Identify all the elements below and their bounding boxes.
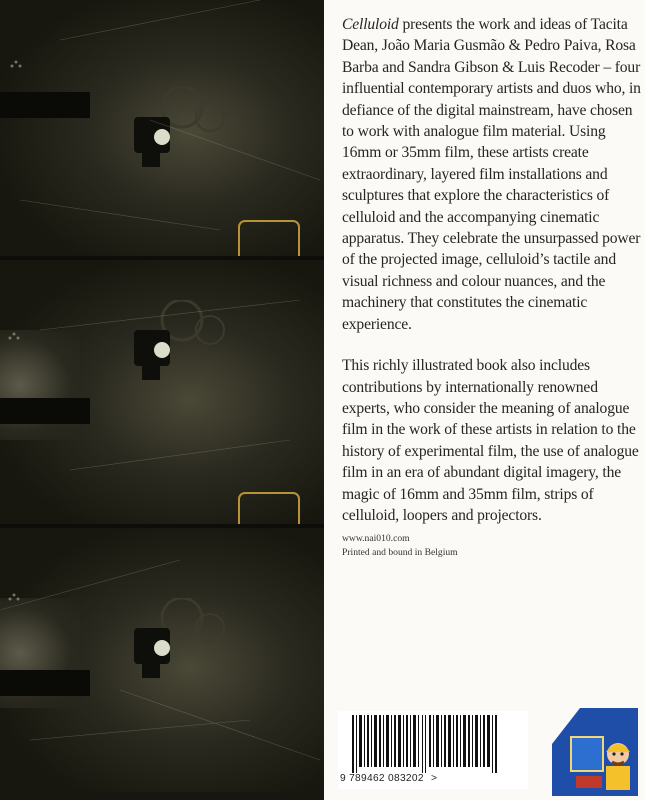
printed-note: Printed and bound in Belgium [342, 546, 458, 558]
back-cover-description [342, 14, 642, 526]
isbn-digits: 9 789462 083202 [340, 773, 424, 784]
bookstore-sticker-icon [550, 706, 642, 798]
isbn-arrow: > [430, 773, 438, 784]
isbn-number [340, 773, 528, 784]
publisher-info [342, 532, 458, 559]
description-paragraph-2: This richly illustrated book also includes contributions by internationally renowned experts, who consider the meaning of analogue film in the work of these artists in relation to the history of experimental film, the use of analogue film in an era of abundant digital imagery, the magic of 16mm and 35mm film, strips of celluloid, loopers and projectors. [342, 357, 639, 524]
barcode-bars [344, 715, 514, 773]
description-paragraph-1-text: presents the work and ideas of Tacita Dean, João Maria Gusmão & Pedro Paiva, Rosa Barba and Sandra Gibson & Luis Recoder – four influential contemporary artists and duos who, in defiance of the digital mainstream, have chosen to work with analogue film material. Using 16mm or 35mm film, these artists create extraordinary, layered film installations and sculptures that explore the characteristics of celluloid and the accompanying cinematic apparatus. They celebrate the unsurpassed power of the projected image, celluloid’s tactile and visual richness and colour nuances, and the machinery that constitutes the cinematic experience. [342, 16, 641, 333]
book-title: Celluloid [342, 16, 399, 33]
publisher-website: www.nai010.com [342, 533, 410, 544]
description-paragraph-1 [342, 14, 642, 335]
isbn-barcode [338, 711, 528, 789]
